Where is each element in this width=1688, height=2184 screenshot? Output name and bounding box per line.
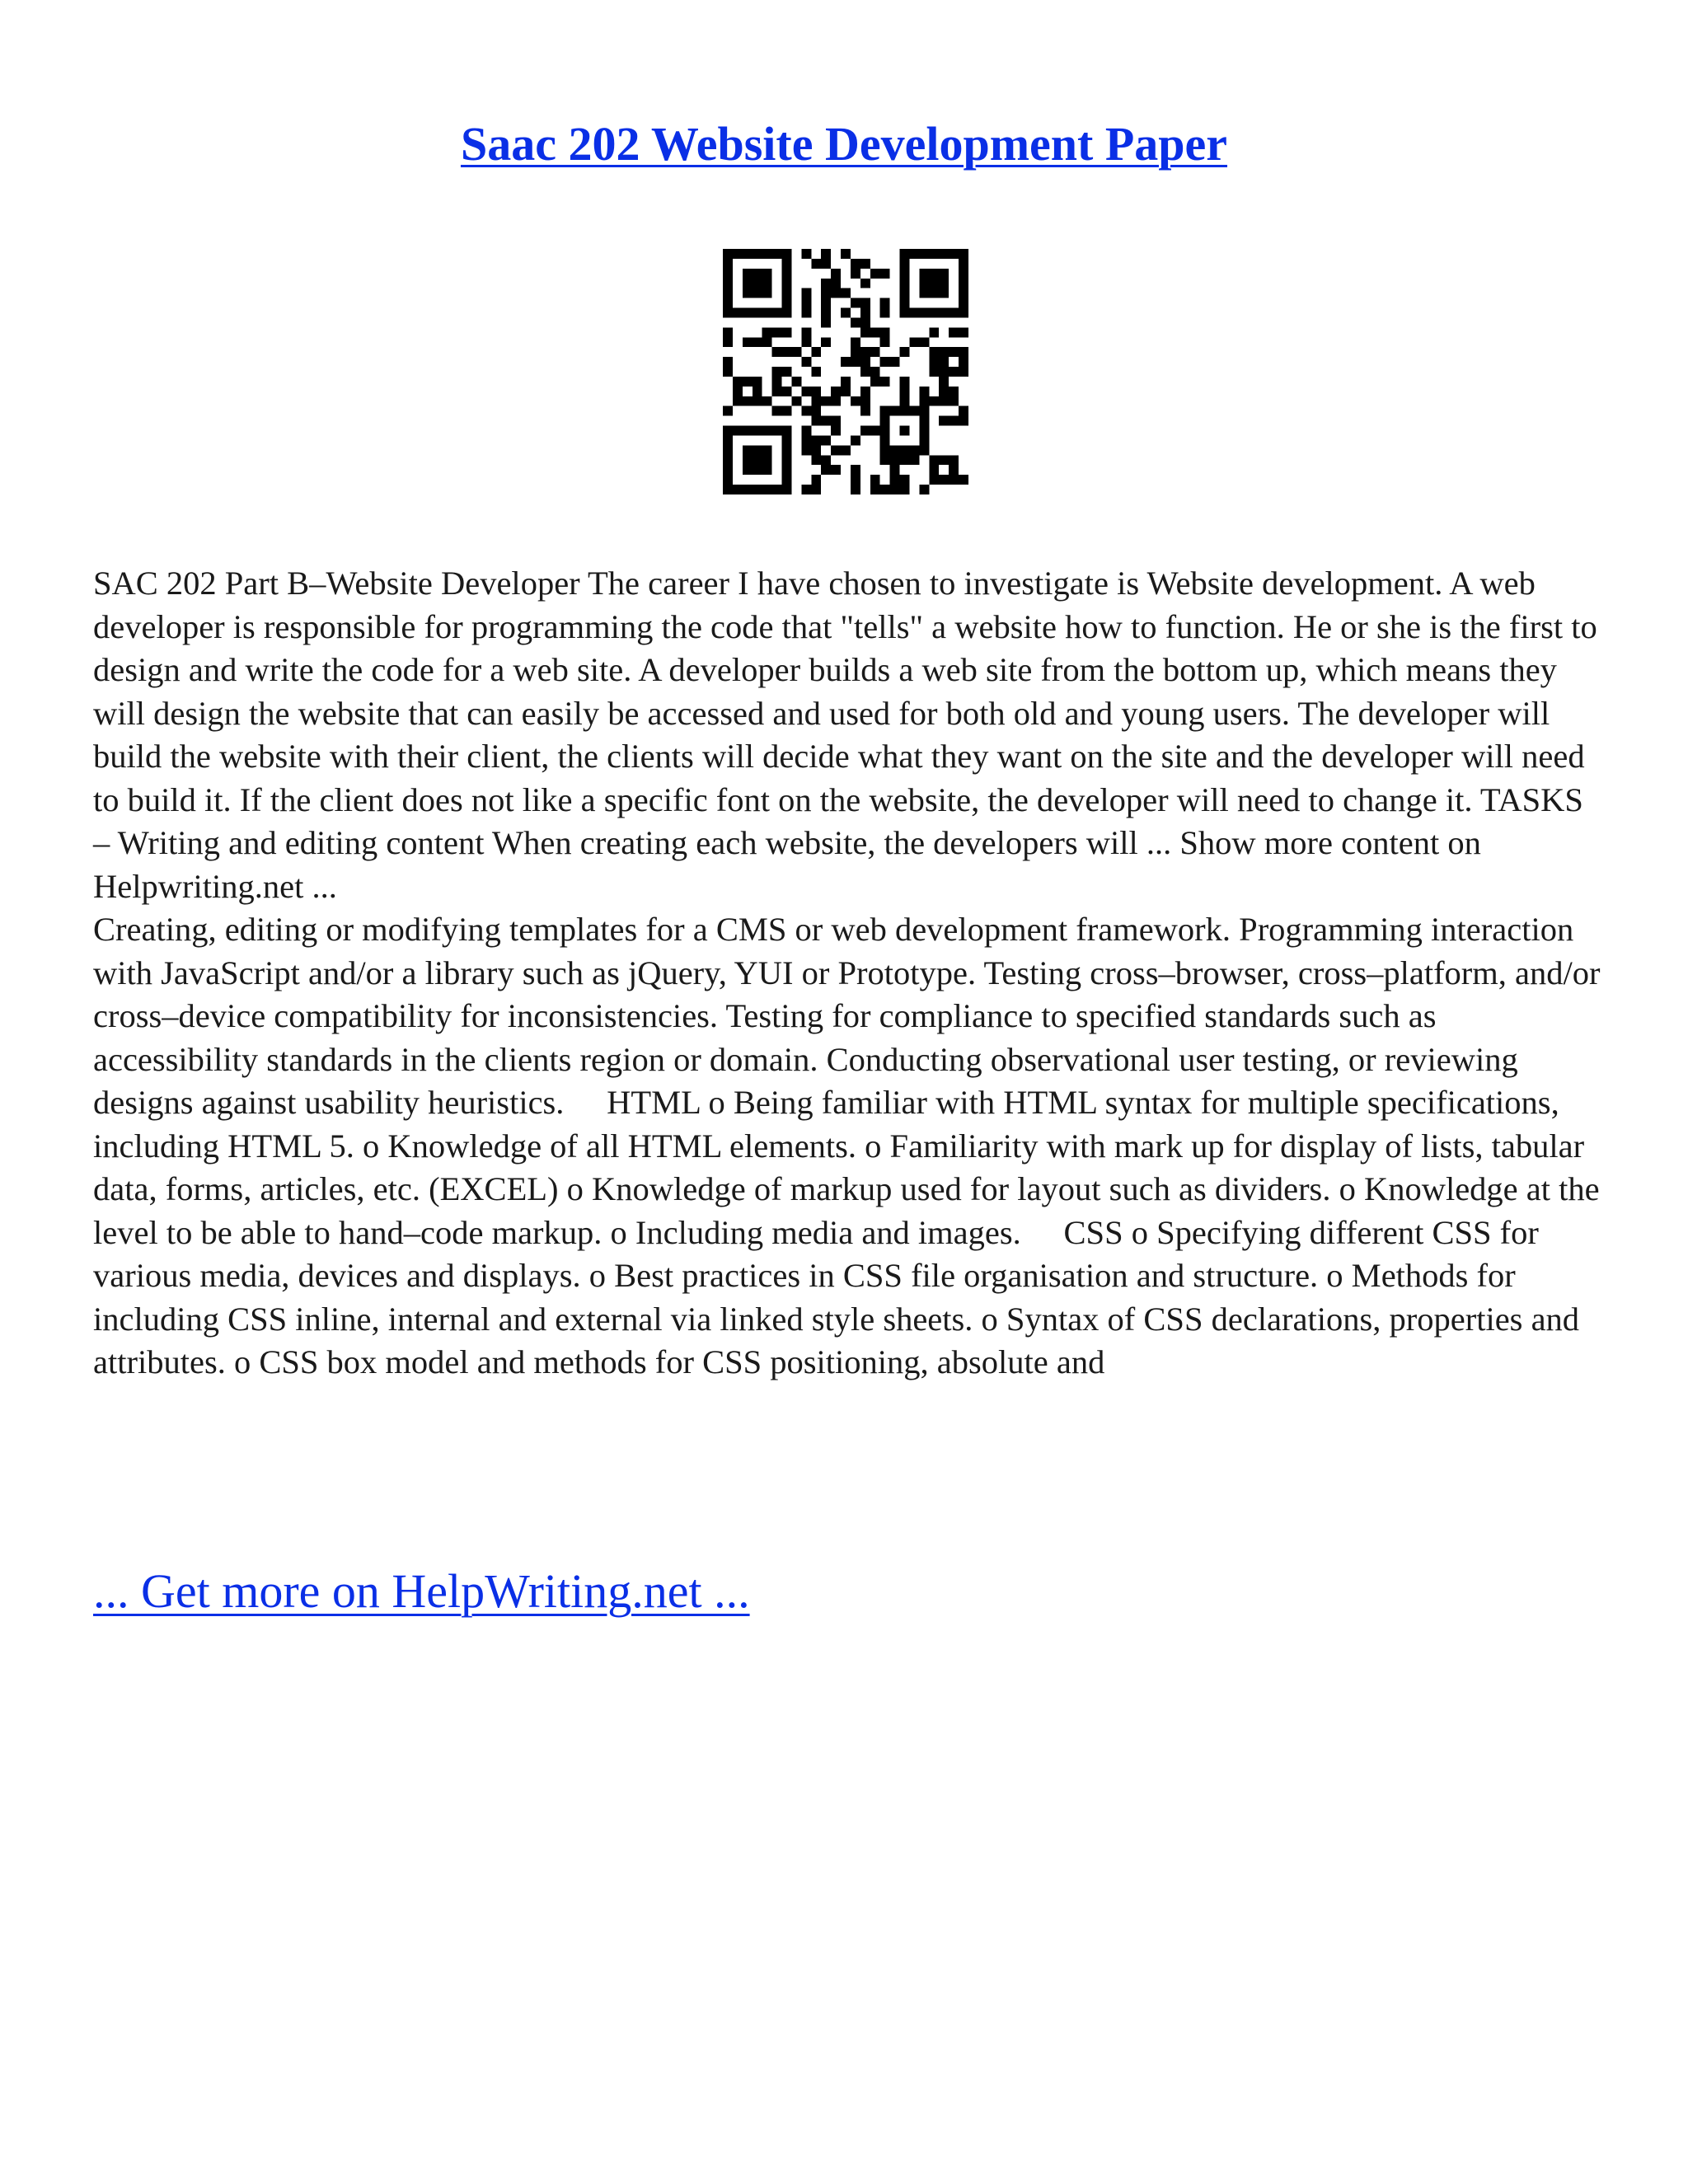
document-title-link[interactable]: Saac 202 Website Development Paper: [460, 117, 1228, 171]
qr-code-image: [723, 249, 968, 494]
body-paragraph-1: SAC 202 Part B–Website Developer The career I have chosen to investigate is Website development. A web developer is responsible for programming the code that "tells" a website how to function. He or she is the first to design and write the code for a web site. A developer builds a web site from the bottom up, which means they will design the website that can easily be accessed and used for both old and young users. The developer will build the website with their client, the clients will decide what they want on the site and the developer will need to build it. If the client does not like a specific font on the website, the developer will need to change it. TASKS – Writing and editing content When creating each website, the developers will ... Show more content on Helpwriting.net ...: [93, 565, 1597, 905]
document-body: [93, 562, 1601, 1385]
body-paragraph-2: Creating, editing or modifying templates for a CMS or web development framework. Programming interaction with JavaScript and/or a library such as jQuery, YUI or Prototype. Testing cross–browser, cross–platform, and/or cross–device compatibility for inconsistencies. Testing for compliance to specified standards such as accessibility standards in the clients region or domain. Conducting observational user testing, or reviewing designs against usability heuristics. HTML o Being familiar with HTML syntax for multiple specifications, including HTML 5. o Knowledge of all HTML elements. o Familiarity with mark up for display of lists, tabular data, forms, articles, etc. (EXCEL) o Knowledge of markup used for layout such as dividers. o Knowledge at the level to be able to hand–code markup. o Including media and images. CSS o Specifying different CSS for various media, devices and displays. o Best practices in CSS file organisation and structure. o Methods for including CSS inline, internal and external via linked style sheets. o Syntax of CSS declarations, properties and attributes. o CSS box model and methods for CSS positioning, absolute and: [93, 911, 1601, 1380]
get-more-link[interactable]: ... Get more on HelpWriting.net ...: [93, 1564, 750, 1618]
